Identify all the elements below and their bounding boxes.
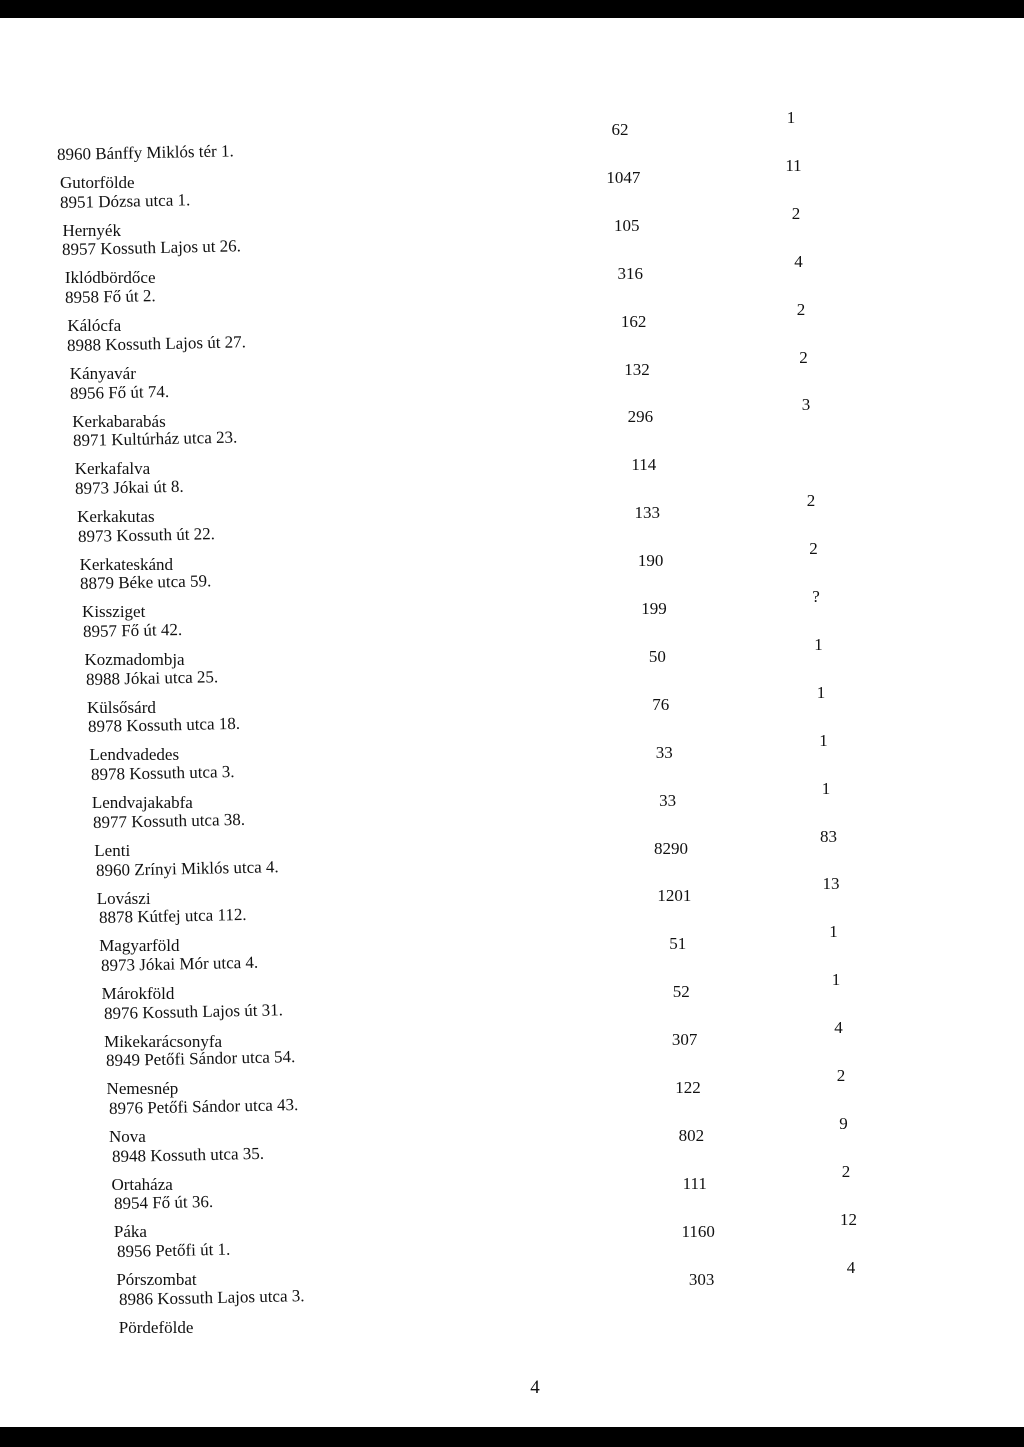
- settlement-name: Kerkafalva: [74, 459, 151, 479]
- count-value: 1: [819, 730, 828, 750]
- population-value: 1047: [606, 167, 641, 187]
- count-value: 2: [799, 347, 808, 367]
- settlement-address: 8957 Kossuth Lajos ut 26.: [61, 236, 242, 260]
- count-value: 2: [806, 491, 816, 511]
- population-value: 307: [671, 1030, 698, 1050]
- count-value: ?: [812, 587, 820, 606]
- settlement-address: 8978 Kossuth utca 18.: [87, 714, 241, 737]
- count-value: 2: [836, 1066, 846, 1085]
- population-value: 114: [631, 455, 657, 475]
- settlement-address: 8958 Fő út 2.: [64, 286, 156, 308]
- count-value: 13: [822, 874, 840, 894]
- settlement-address: 8949 Petőfi Sándor utca 54.: [106, 1047, 296, 1071]
- count-value: 2: [791, 203, 801, 223]
- population-value: 76: [652, 694, 670, 714]
- count-value: 4: [846, 1257, 856, 1277]
- settlement-address: 8977 Kossuth utca 38.: [93, 809, 246, 832]
- count-value: 2: [796, 299, 806, 319]
- settlement-name: Pördefölde: [118, 1317, 194, 1337]
- settlement-name: Lendvajakabfa: [91, 793, 193, 813]
- population-value: 316: [617, 263, 643, 283]
- population-value: 303: [688, 1269, 715, 1289]
- population-value: 122: [675, 1078, 701, 1097]
- population-value: 52: [672, 982, 690, 1002]
- count-value: 2: [809, 539, 818, 559]
- population-value: 199: [641, 599, 667, 618]
- population-value: 802: [678, 1125, 705, 1145]
- population-value: 296: [627, 407, 654, 427]
- settlement-address: 8956 Petőfi út 1.: [116, 1239, 231, 1262]
- population-value: 190: [637, 551, 664, 571]
- page-number: 4: [530, 1377, 540, 1398]
- settlement-name: Kerkakutas: [77, 506, 155, 526]
- scan-edge-bottom: [0, 1427, 1024, 1447]
- population-value: 133: [634, 503, 660, 523]
- population-value: 51: [669, 934, 687, 954]
- population-value: 50: [648, 646, 666, 666]
- count-value: 83: [820, 826, 837, 846]
- count-value: 1: [821, 778, 831, 798]
- settlement-address: 8976 Petőfi Sándor utca 43.: [108, 1095, 299, 1118]
- settlement-address: 8973 Jókai út 8.: [74, 476, 184, 498]
- count-value: 1: [814, 634, 823, 654]
- population-value: 132: [624, 359, 650, 379]
- settlement-name: Hernyék: [62, 220, 121, 240]
- population-value: 8290: [654, 838, 688, 858]
- count-value: 1: [829, 922, 838, 942]
- settlement-address: 8978 Kossuth utca 3.: [90, 762, 235, 785]
- settlement-name: Kerkabarabás: [72, 411, 166, 431]
- count-value: 11: [785, 155, 802, 175]
- settlement-address: 8957 Fő út 42.: [82, 619, 183, 641]
- count-value: 4: [834, 1018, 843, 1038]
- settlement-name: Kerkateskánd: [79, 554, 174, 574]
- settlement-name: Iklódbördőce: [64, 268, 156, 288]
- settlement-address: 8878 Kútfej utca 112.: [98, 905, 247, 928]
- settlement-name: Külsősárd: [86, 697, 156, 717]
- scan-edge-top: [0, 0, 1024, 18]
- population-value: 1160: [681, 1221, 715, 1241]
- settlement-address: 8988 Kossuth Lajos út 27.: [67, 332, 247, 355]
- settlement-name: Nova: [109, 1127, 146, 1146]
- settlement-address: 8954 Fő út 36.: [113, 1192, 214, 1214]
- settlement-address: 8879 Béke utca 59.: [80, 571, 212, 594]
- settlement-name: Lovászi: [96, 888, 151, 908]
- settlement-name: Kányavár: [69, 363, 136, 383]
- count-value: 3: [801, 395, 811, 415]
- settlement-name: Lenti: [94, 840, 131, 860]
- settlement-name: Ortaháza: [111, 1174, 173, 1194]
- settlement-address: 8973 Jókai Mór utca 4.: [100, 952, 259, 975]
- settlement-name: Márokföld: [101, 983, 175, 1003]
- population-value: 111: [682, 1173, 707, 1193]
- settlement-address: 8960 Bánffy Miklós tér 1.: [56, 141, 234, 164]
- count-value: 4: [794, 251, 803, 271]
- settlement-address: 8960 Zrínyi Miklós utca 4.: [95, 856, 279, 880]
- count-value: 1: [786, 108, 796, 127]
- settlement-name: Gutorfölde: [60, 173, 135, 192]
- settlement-address: 8971 Kultúrház utca 23.: [72, 427, 238, 451]
- count-value: 2: [841, 1161, 851, 1181]
- settlement-name: Nemesnép: [106, 1079, 179, 1099]
- settlement-name: Kissziget: [82, 602, 146, 622]
- settlement-address: 8986 Kossuth Lajos utca 3.: [119, 1285, 306, 1309]
- count-value: 1: [816, 682, 826, 702]
- settlement-address: 8973 Kossuth út 22.: [77, 523, 215, 546]
- settlement-name: Kozmadombja: [84, 650, 185, 669]
- settlement-address: 8988 Jókai utca 25.: [85, 666, 218, 689]
- population-value: 33: [659, 790, 677, 810]
- settlement-address: 8956 Fő út 74.: [69, 381, 170, 403]
- population-value: 105: [614, 215, 640, 235]
- settlement-address: 8951 Dózsa utca 1.: [59, 189, 191, 212]
- settlement-name: Kálócfa: [67, 316, 122, 336]
- population-value: 33: [655, 742, 673, 762]
- settlement-name: Páka: [113, 1222, 147, 1242]
- settlement-address: 8948 Kossuth utca 35.: [111, 1143, 264, 1166]
- count-value: 12: [840, 1209, 857, 1229]
- population-value: 162: [620, 311, 647, 331]
- population-value: 1201: [657, 886, 692, 906]
- settlement-name: Lendvadedes: [89, 745, 180, 765]
- settlement-name: Mikekarácsonyfa: [104, 1031, 223, 1051]
- settlement-name: Magyarföld: [99, 936, 180, 956]
- count-value: 1: [831, 970, 841, 990]
- settlement-name: Pórszombat: [116, 1270, 197, 1290]
- settlement-address: 8976 Kossuth Lajos út 31.: [103, 999, 283, 1023]
- population-value: 62: [611, 120, 629, 139]
- count-value: 9: [839, 1113, 848, 1133]
